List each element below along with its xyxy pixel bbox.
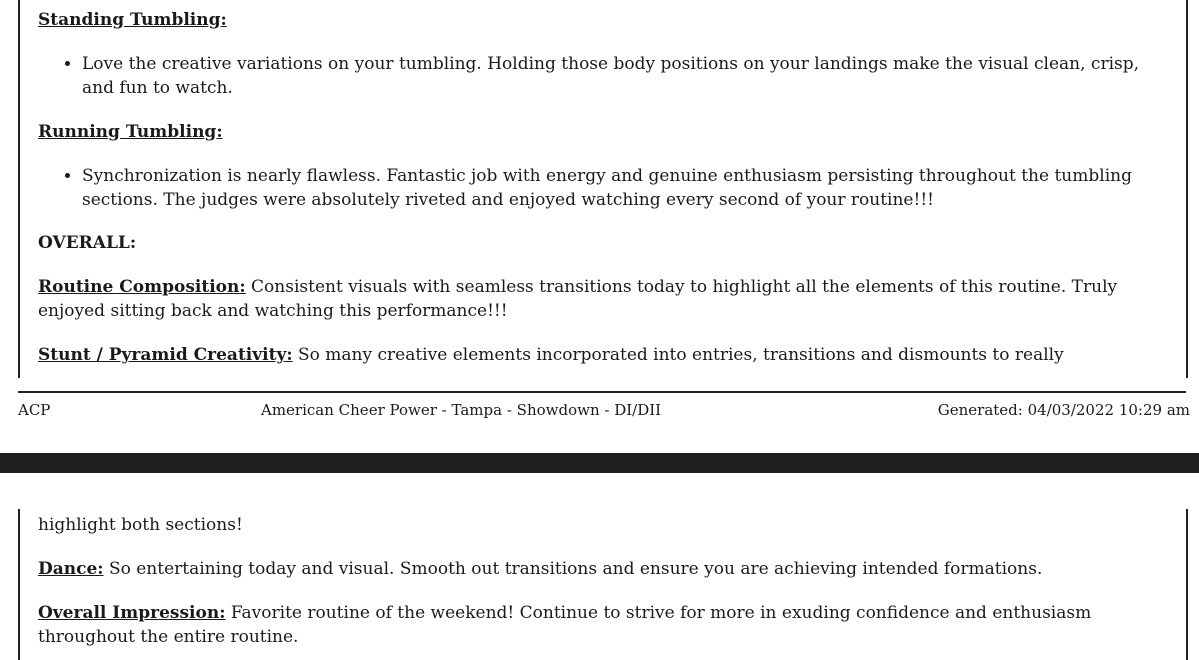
routine-composition-text: Consistent visuals with seamless transitions today to highlight all the elements of this routine. Truly enjoyed sitting back and watching this performance!!! bbox=[38, 277, 1118, 321]
routine-composition-label: Routine Composition: bbox=[38, 277, 246, 297]
dance-text: So entertaining today and visual. Smooth out transitions and ensure you are achieving intended formations. bbox=[103, 559, 1043, 579]
overall-impression-label: Overall Impression: bbox=[38, 603, 226, 623]
footer-generated-timestamp: Generated: 04/03/2022 10:29 am bbox=[937, 401, 1190, 419]
dance-paragraph bbox=[38, 557, 1172, 581]
stunt-creativity-label: Stunt / Pyramid Creativity: bbox=[38, 345, 293, 365]
continued-text: highlight both sections! bbox=[38, 515, 243, 535]
score-sheet-content-continued bbox=[18, 509, 1188, 660]
stunt-creativity-text: So many creative elements incorporated into entries, transitions and dismounts to really bbox=[292, 345, 1064, 365]
list-item: • Love the creative variations on your tumbling. Holding those body positions on your landings make the visual clean, crisp, and fun to watch. bbox=[82, 52, 1172, 100]
running-tumbling-heading: Running Tumbling: bbox=[38, 122, 223, 142]
dance-label: Dance: bbox=[38, 559, 104, 579]
standing-tumbling-list bbox=[20, 52, 1172, 100]
page-footer bbox=[18, 398, 1190, 420]
overall-heading: OVERALL: bbox=[38, 233, 137, 253]
page-break-bar bbox=[0, 453, 1199, 473]
score-sheet-content bbox=[18, 0, 1188, 378]
overall-impression-paragraph bbox=[38, 601, 1096, 649]
footer-divider bbox=[18, 391, 1186, 393]
list-item: • Synchronization is nearly flawless. Fantastic job with energy and genuine enthusiasm persisting throughout the tumbling sections. The judges were absolutely riveted and enjoyed watching every second of your routine!!! bbox=[82, 164, 1172, 212]
overall-impression-text: Favorite routine of the weekend! Continue to strive for more in exuding confidence and enthusiasm throughout the entire routine. bbox=[38, 603, 1092, 647]
running-tumbling-list bbox=[20, 164, 1172, 212]
routine-composition-paragraph bbox=[38, 275, 1172, 323]
document-page-2 bbox=[0, 473, 1199, 660]
standing-tumbling-heading: Standing Tumbling: bbox=[38, 10, 227, 30]
footer-event-title: American Cheer Power - Tampa - Showdown - DI/DII bbox=[261, 401, 662, 419]
stunt-creativity-paragraph bbox=[38, 343, 1172, 367]
footer-left-text: ACP bbox=[18, 401, 51, 419]
